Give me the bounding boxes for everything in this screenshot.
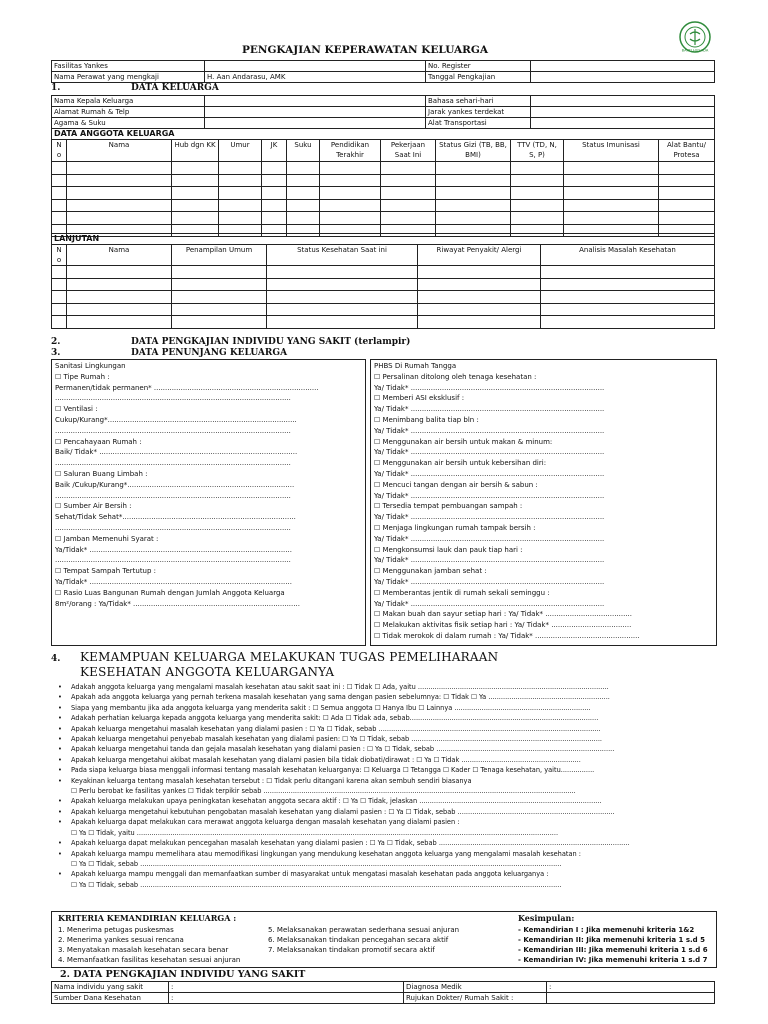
col-hubungan: Hub dgn KK (172, 140, 219, 162)
section-3-title: DATA PENUNJANG KELUARGA (131, 348, 288, 358)
bullet-icon: • (58, 766, 62, 775)
table-cell[interactable] (52, 291, 67, 304)
kemampuan-item-text: Apakah keluarga mampu menggali dan memanfaatkan sumber di masyarakat untuk mengatasi masalah kesehatan pada anggota keluarganya : (71, 870, 549, 879)
table-row (52, 212, 715, 225)
table-cell[interactable] (67, 291, 172, 304)
kriteria-line: 6. Melaksanakan tindakan pencegahan secara aktif (268, 936, 449, 944)
phbs-line: Ya/ Tidak* ....................................................................................... (374, 491, 605, 500)
bakti-husada-logo-icon (678, 20, 712, 54)
sanitasi-line: ☐ Rasio Luas Bangunan Rumah dengan Jumlah Anggota Keluarga (55, 588, 285, 597)
kemampuan-item (51, 682, 715, 692)
kriteria-line: 7. Melaksanakan tindakan promotif secara aktif (268, 946, 435, 954)
table-cell[interactable] (262, 212, 287, 225)
phbs-line: ☐ Menimbang balita tiap bln : (374, 415, 479, 424)
phbs-line: Ya/ Tidak* ....................................................................................... (374, 599, 605, 608)
table-cell[interactable] (219, 174, 262, 187)
table-cell[interactable] (172, 303, 267, 316)
table-cell[interactable] (659, 199, 715, 212)
phbs-line: Ya/ Tidak* ....................................................................................... (374, 469, 605, 478)
kemampuan-item-text: Apakah keluarga mengetahui tanda dan gejala masalah kesehatan yang dialami pasien : ☐ Ya ☐ Tidak, sebab ..................................................................................... (71, 745, 615, 754)
table-row (52, 291, 715, 304)
sanitasi-line: .......................................................................................................... (55, 394, 291, 403)
table-cell[interactable] (52, 212, 67, 225)
phbs-line: ☐ Tersedia tempat pembuangan sampah : (374, 502, 523, 511)
table-cell[interactable] (418, 278, 541, 291)
kemampuan-item-text: Apakah keluarga dapat melakukan cara merawat anggota keluarga dengan masalah kesehatan yang dialami pasien : (71, 818, 460, 827)
kemampuan-item (51, 776, 715, 786)
lanjutan-title: LANJUTAN (52, 234, 715, 245)
table-row (52, 278, 715, 291)
phbs-line: Ya/ Tidak* ....................................................................................... (374, 383, 605, 392)
header-info-table (51, 60, 715, 83)
table-cell[interactable] (172, 187, 219, 200)
table-cell[interactable] (287, 174, 320, 187)
diagnosa-value[interactable] (547, 982, 715, 993)
table-cell[interactable] (172, 278, 267, 291)
bullet-icon: • (58, 797, 62, 806)
agama-label: Agama & Suku (52, 118, 205, 129)
phbs-line: ☐ Memberi ASI eksklusif : (374, 394, 465, 403)
kemampuan-item-text: Keyakinan keluarga tentang masalah kesehatan tersebut : ☐ Tidak perlu ditangani karena akan sembuh sendiri biasanya (71, 776, 472, 785)
table-cell[interactable] (541, 303, 715, 316)
colon: : (549, 983, 552, 991)
table-cell[interactable] (267, 266, 418, 279)
table-cell[interactable] (436, 199, 511, 212)
table-row (52, 199, 715, 212)
col-suku: Suku (287, 140, 320, 162)
sanitasi-line: .......................................................................................................... (55, 491, 291, 500)
sanitasi-line: .......................................................................................................... (55, 556, 291, 565)
bullet-icon: • (58, 849, 62, 858)
table-cell[interactable] (287, 187, 320, 200)
table-cell[interactable] (172, 316, 267, 329)
kemampuan-item (51, 703, 715, 713)
phbs-line: ☐ Persalinan ditolong oleh tenaga kesehatan : (374, 372, 537, 381)
jarak-value[interactable] (531, 107, 715, 118)
table-cell[interactable] (320, 187, 381, 200)
table-cell[interactable] (511, 162, 564, 175)
table-cell[interactable] (320, 212, 381, 225)
kemampuan-item-text: Apakah keluarga melakukan upaya peningkatan kesehatan anggota secara aktif : ☐ Ya ☐ Tidak, jelaskan ....................................................................................... (71, 797, 602, 806)
kemampuan-item (51, 724, 715, 734)
bullet-icon: • (58, 745, 62, 754)
bullet-icon: • (58, 714, 62, 723)
table-cell[interactable] (52, 278, 67, 291)
sanitasi-line: 8m²/orang : Ya/Tidak* ........................................................................... (55, 599, 300, 608)
table-cell[interactable] (541, 266, 715, 279)
phbs-line: ☐ Mengkonsumsi lauk dan pauk tiap hari : (374, 545, 523, 554)
table-row (52, 266, 715, 279)
kemampuan-item-options[interactable]: ☐ Perlu berobat ke fasilitas yankes ☐ Tidak terpikir sebab ..................................................................................................................................................... (71, 787, 576, 796)
kemampuan-item (51, 692, 715, 702)
sanitasi-line: Baik/ Tidak* ......................................................................................... (55, 448, 298, 457)
table-cell[interactable] (659, 174, 715, 187)
bullet-icon: • (58, 683, 62, 691)
col-status-gizi: Status Gizi (TB, BB, BMI) (436, 140, 511, 162)
table-cell[interactable] (52, 162, 67, 175)
table-cell[interactable] (219, 212, 262, 225)
sanitasi-line: Sehat/Tidak Sehat*.............................................................................. (55, 513, 296, 522)
kesimpulan-list (518, 925, 708, 965)
kesimpulan-line: - Kemandirian II: Jika memenuhi kriteria 1 s.d 5 (518, 936, 705, 944)
fasilitas-value[interactable] (205, 61, 426, 72)
phbs-line: Ya/ Tidak* ....................................................................................... (374, 534, 605, 543)
table-cell[interactable] (172, 291, 267, 304)
table-cell[interactable] (418, 266, 541, 279)
phbs-line: ☐ Menggunakan air bersih untuk kebersihan diri: (374, 459, 547, 468)
sanitasi-line: ☐ Tempat Sampah Tertutup : (55, 567, 157, 576)
phbs-line: Ya/ Tidak* ....................................................................................... (374, 556, 605, 565)
kemampuan-item-options[interactable]: ☐ Ya ☐ Tidak, sebab ......................................................................................................................................................................................................... (71, 880, 562, 889)
kriteria-title: KRITERIA KEMANDIRIAN KELUARGA : (58, 913, 237, 923)
table-cell[interactable] (564, 199, 659, 212)
lanjutan-col-penampilan: Penampilan Umum (172, 245, 267, 266)
lanjutan-rows (52, 266, 715, 329)
bullet-icon: • (58, 870, 62, 879)
table-cell[interactable] (659, 187, 715, 200)
phbs-line: PHBS Di Rumah Tangga (374, 362, 457, 370)
table-cell[interactable] (436, 174, 511, 187)
table-cell[interactable] (67, 303, 172, 316)
phbs-line: ☐ Menjaga lingkungan rumah tampak bersih : (374, 523, 536, 532)
section-3-heading (51, 348, 287, 359)
anggota-title: DATA ANGGOTA KELUARGA (52, 129, 715, 140)
table-cell[interactable] (267, 291, 418, 304)
table-cell[interactable] (418, 316, 541, 329)
kemampuan-item-text: Adakah anggota keluarga yang mengalami masalah kesehatan atau sakit saat ini : ☐ Tidak ☐ Ada, yaitu ........................................................................................... (71, 683, 609, 691)
kriteria-line: 4. Memanfaatkan fasilitas kesehatan sesuai anjuran (58, 956, 241, 964)
kepala-keluarga-label: Nama Kepala Keluarga (52, 96, 205, 107)
table-cell[interactable] (381, 199, 436, 212)
table-cell[interactable] (320, 174, 381, 187)
kriteria-line: 1. Menerima petugas puskesmas (58, 926, 174, 934)
register-value[interactable] (531, 61, 715, 72)
kemampuan-item-text: Adakah perhatian keluarga kepada anggota keluarga yang menderita sakit: ☐ Ada ☐ Tidak ada, sebab.......................................................................................... (71, 714, 599, 723)
sanitasi-line: .......................................................................................................... (55, 523, 291, 532)
bullet-icon: • (58, 735, 62, 744)
table-cell[interactable] (381, 212, 436, 225)
kriteria-line: 3. Menyatakan masalah kesehatan secara benar (58, 946, 229, 954)
table-cell[interactable] (262, 162, 287, 175)
bahasa-label: Bahasa sehari-hari (426, 96, 531, 107)
kemampuan-item-text: Pada siapa keluarga biasa menggali informasi tentang masalah kesehatan keluarganya: ☐ Keluarga ☐ Tetangga ☐ Kader ☐ Tenaga kesehatan, yaitu................ (71, 766, 595, 775)
table-cell[interactable] (564, 174, 659, 187)
table-cell[interactable] (436, 187, 511, 200)
lanjutan-col-analisis: Analisis Masalah Kesehatan (541, 245, 715, 266)
table-cell[interactable] (659, 212, 715, 225)
table-cell[interactable] (67, 199, 172, 212)
jarak-label: Jarak yankes terdekat (426, 107, 531, 118)
kemampuan-item (51, 796, 715, 806)
agama-value[interactable] (205, 118, 426, 129)
table-cell[interactable] (67, 187, 172, 200)
kemampuan-item-text: Apakah keluarga mengetahui penyebab masalah kesehatan yang dialami pasien: ☐ Ya ☐ Tidak, sebab ........................................................................................... (71, 735, 603, 744)
col-nama: Nama (67, 140, 172, 162)
col-pendidikan: Pendidikan Terakhir (320, 140, 381, 162)
table-row (52, 174, 715, 187)
phbs-line: ☐ Menggunakan jamban sehat : (374, 567, 487, 576)
lanjutan-col-nama: Nama (67, 245, 172, 266)
sanitasi-line: ☐ Jamban Memenuhi Syarat : (55, 534, 159, 543)
table-cell[interactable] (219, 199, 262, 212)
kesimpulan-title: Kesimpulan: (518, 913, 575, 923)
table-cell[interactable] (67, 174, 172, 187)
table-cell[interactable] (541, 316, 715, 329)
sanitasi-line: Ya/Tidak* ........................................................................................... (55, 577, 292, 586)
table-cell[interactable] (564, 162, 659, 175)
table-cell[interactable] (659, 162, 715, 175)
col-alat-bantu: Alat Bantu/ Protesa (659, 140, 715, 162)
table-cell[interactable] (172, 212, 219, 225)
sanitasi-line: ☐ Ventilasi : (55, 405, 98, 414)
kemampuan-item (51, 869, 715, 879)
rujukan-label: Rujukan Dokter/ Rumah Sakit : (404, 993, 547, 1004)
diagnosa-label: Diagnosa Medik (404, 982, 547, 993)
data-keluarga-table (51, 95, 715, 129)
table-cell[interactable] (52, 316, 67, 329)
table-cell[interactable] (541, 278, 715, 291)
table-row (52, 303, 715, 316)
kemampuan-item-text: Apakah keluarga mengetahui masalah kesehatan yang dialami pasien : ☐ Ya ☐ Tidak, sebab .......................................................................................................... (71, 724, 601, 733)
kemampuan-item-text: Apakah keluarga mengetahui kebutuhan pengobatan masalah kesehatan yang dialami pasien : ☐ Ya ☐ Tidak, sebab ........................................................................... (71, 807, 615, 816)
table-cell[interactable] (219, 187, 262, 200)
kesimpulan-line: - Kemandirian I : Jika memenuhi kriteria 1&2 (518, 926, 695, 934)
table-cell[interactable] (67, 212, 172, 225)
section-4-title-line1: KEMAMPUAN KELUARGA MELAKUKAN TUGAS PEMELIHARAAN (80, 650, 499, 664)
kriteria-box (51, 911, 717, 968)
sanitasi-line: Cukup/Kurang*..................................................................................... (55, 415, 297, 424)
colon: : (171, 994, 174, 1002)
table-cell[interactable] (267, 303, 418, 316)
bullet-icon: • (58, 703, 62, 712)
sanitasi-line: ☐ Tipe Rumah : (55, 372, 110, 381)
transportasi-value[interactable] (531, 118, 715, 129)
alamat-label: Alamat Rumah & Telp (52, 107, 205, 118)
colon: : (171, 983, 174, 991)
section-1-title: DATA KELUARGA (131, 83, 219, 93)
table-cell[interactable] (172, 162, 219, 175)
table-cell[interactable] (418, 291, 541, 304)
phbs-line: ☐ Melakukan aktivitas fisik setiap hari : Ya/ Tidak* .................................... (374, 621, 632, 630)
kemampuan-item (51, 713, 715, 723)
table-cell[interactable] (52, 187, 67, 200)
section-2-number: 2. (51, 337, 61, 347)
table-cell[interactable] (418, 303, 541, 316)
table-cell[interactable] (381, 187, 436, 200)
col-jk: JK (262, 140, 287, 162)
table-cell[interactable] (219, 162, 262, 175)
kemampuan-item (51, 817, 715, 827)
table-cell[interactable] (381, 174, 436, 187)
kriteria-line: 2. Menerima yankes sesuai rencana (58, 936, 184, 944)
kemampuan-item (51, 755, 715, 765)
table-cell[interactable] (511, 174, 564, 187)
kemampuan-item-options[interactable]: ☐ Ya ☐ Tidak, yaitu ......................................................................................................................................................................................................... (71, 828, 559, 837)
table-cell[interactable] (511, 212, 564, 225)
phbs-line: Ya/ Tidak* ....................................................................................... (374, 448, 605, 457)
phbs-line: ☐ Menggunakan air bersih untuk makan & minum: (374, 437, 553, 446)
table-cell[interactable] (320, 162, 381, 175)
bullet-icon: • (58, 693, 62, 702)
sanitasi-line: ☐ Pencahayaan Rumah : (55, 437, 142, 446)
phbs-line: Ya/ Tidak* ....................................................................................... (374, 405, 605, 414)
table-cell[interactable] (52, 174, 67, 187)
table-cell[interactable] (287, 162, 320, 175)
sanitasi-line: Permanen/tidak permanen* .......................................................................... (55, 383, 319, 392)
bullet-icon: • (58, 807, 62, 816)
table-cell[interactable] (541, 291, 715, 304)
tanggal-value[interactable] (531, 72, 715, 83)
phbs-line: Ya/ Tidak* ....................................................................................... (374, 577, 605, 586)
kriteria-col-1 (58, 925, 240, 965)
table-cell[interactable] (172, 199, 219, 212)
table-cell[interactable] (564, 212, 659, 225)
kemampuan-item (51, 765, 715, 775)
anggota-keluarga-table (51, 128, 715, 237)
table-cell[interactable] (67, 278, 172, 291)
section-2-title: DATA PENGKAJIAN INDIVIDU YANG SAKIT (terlampir) (131, 337, 411, 347)
section-1-heading (51, 83, 219, 94)
perawat-value[interactable]: H. Aan Andarasu, AMK (205, 72, 426, 83)
section-1-number: 1. (51, 83, 61, 93)
rujukan-value[interactable] (547, 993, 715, 1004)
phbs-line: ☐ Makan buah dan sayur setiap hari : Ya/ Tidak* ....................................... (374, 610, 632, 619)
sanitasi-line: Sanitasi Lingkungan (55, 362, 126, 370)
col-pekerjaan: Pekerjaan Saat Ini (381, 140, 436, 162)
section-3-number: 3. (51, 348, 61, 358)
sanitasi-line: ☐ Saluran Buang Limbah : (55, 469, 148, 478)
phbs-line: ☐ Tidak merokok di dalam rumah : Ya/ Tidak* ............................................... (374, 631, 640, 640)
table-row (52, 187, 715, 200)
table-cell[interactable] (52, 266, 67, 279)
lanjutan-col-no: N o (52, 245, 67, 266)
bullet-icon: • (58, 818, 62, 827)
form-title: PENGKAJIAN KEPERAWATAN KELUARGA (241, 44, 489, 56)
lanjutan-col-status: Status Kesehatan Saat ini (267, 245, 418, 266)
table-cell[interactable] (52, 199, 67, 212)
logo-text: BAKTI HUSADA (681, 48, 709, 53)
table-row (52, 316, 715, 329)
table-cell[interactable] (511, 187, 564, 200)
kepala-keluarga-value[interactable] (205, 96, 426, 107)
kemampuan-item (51, 734, 715, 744)
individu-sakit-title: 2. DATA PENGKAJIAN INDIVIDU YANG SAKIT (60, 969, 306, 980)
nama-individu-value[interactable] (169, 982, 404, 993)
table-cell[interactable] (436, 162, 511, 175)
col-imunisasi: Status Imunisasi (564, 140, 659, 162)
table-cell[interactable] (172, 174, 219, 187)
alamat-value[interactable] (205, 107, 426, 118)
lanjutan-col-riwayat: Riwayat Penyakit/ Alergi (418, 245, 541, 266)
table-cell[interactable] (287, 199, 320, 212)
kemampuan-item (51, 849, 715, 859)
table-cell[interactable] (267, 278, 418, 291)
bahasa-value[interactable] (531, 96, 715, 107)
table-cell[interactable] (320, 199, 381, 212)
col-ttv: TTV (TD, N, S, P) (511, 140, 564, 162)
sumber-dana-label: Sumber Dana Kesehatan (52, 993, 169, 1004)
sanitasi-line: Ya/Tidak* ........................................................................................... (55, 545, 292, 554)
table-cell[interactable] (287, 212, 320, 225)
phbs-line: ☐ Mencuci tangan dengan air bersih & sabun : (374, 480, 538, 489)
lanjutan-table (51, 233, 715, 329)
kriteria-line: 5. Melaksanakan perawatan sederhana sesuai anjuran (268, 926, 460, 934)
phbs-line: Ya/ Tidak* ....................................................................................... (374, 426, 605, 435)
kesimpulan-line: - Kemandirian III: Jika memenuhi kriteria 1 s.d 6 (518, 946, 708, 954)
table-cell[interactable] (67, 266, 172, 279)
transportasi-label: Alat Transportasi (426, 118, 531, 129)
section-4-number: 4. (51, 654, 61, 664)
table-cell[interactable] (67, 316, 172, 329)
col-umur: Umur (219, 140, 262, 162)
table-cell[interactable] (67, 162, 172, 175)
table-cell[interactable] (436, 212, 511, 225)
phbs-line: ☐ Memberantas jentik di rumah sekali seminggu : (374, 588, 550, 597)
tanggal-label: Tanggal Pengkajian (426, 72, 531, 83)
col-no: N o (52, 140, 67, 162)
kemampuan-item (51, 807, 715, 817)
sanitasi-lines (55, 361, 361, 609)
bullet-icon: • (58, 776, 62, 785)
table-cell[interactable] (172, 266, 267, 279)
kemampuan-item-options[interactable]: ☐ Ya ☐ Tidak, sebab ......................................................................................................................................................................................................... (71, 859, 562, 868)
sumber-dana-value[interactable] (169, 993, 404, 1004)
kemampuan-item (51, 744, 715, 754)
kriteria-col-2 (268, 925, 459, 955)
kemampuan-item-text: Apakah keluarga mengetahui akibat masalah kesehatan yang dialami pasien bila tidak diobati/dirawat : ☐ Ya ☐ Tidak ......................................................... (71, 755, 581, 764)
sanitasi-line: .......................................................................................................... (55, 426, 291, 435)
kemampuan-item (51, 838, 715, 848)
sanitasi-line: Baik /Cukup/Kurang*........................................................................... (55, 480, 295, 489)
sanitasi-line: .......................................................................................................... (55, 459, 291, 468)
table-cell[interactable] (381, 162, 436, 175)
table-row (52, 162, 715, 175)
table-cell[interactable] (267, 316, 418, 329)
table-cell[interactable] (564, 187, 659, 200)
table-cell[interactable] (52, 303, 67, 316)
table-cell[interactable] (262, 199, 287, 212)
individu-sakit-table (51, 981, 715, 1004)
register-label: No. Register (426, 61, 531, 72)
table-cell[interactable] (262, 174, 287, 187)
nama-individu-label: Nama individu yang sakit (52, 982, 169, 993)
phbs-lines (374, 361, 712, 642)
section-2-heading (51, 337, 410, 348)
kemampuan-item-text: Siapa yang membantu jika ada anggota keluarga yang menderita sakit : ☐ Semua anggota ☐ Hanya Ibu ☐ Lainnya ................................................................. (71, 703, 591, 712)
sanitasi-line: ☐ Sumber Air Bersih : (55, 502, 132, 511)
table-cell[interactable] (511, 199, 564, 212)
bullet-icon: • (58, 839, 62, 848)
perawat-label: Nama Perawat yang mengkaji (52, 72, 205, 83)
fasilitas-label: Fasilitas Yankes (52, 61, 205, 72)
section-4-title-line2: KESEHATAN ANGGOTA KELUARGANYA (80, 665, 335, 679)
table-cell[interactable] (262, 187, 287, 200)
kemampuan-list (51, 682, 715, 890)
kemampuan-item-text: Apakah keluarga mampu memelihara atau memodifikasi lingkungan yang mendukung kesehatan anggota keluarga yang mengalami masalah kesehatan : (71, 849, 582, 858)
bullet-icon: • (58, 724, 62, 733)
kemampuan-item-text: Apakah ada anggota keluarga yang pernah terkena masalah kesehatan yang sama dengan pasien sebelumnya: ☐ Tidak ☐ Ya .......................................................... (71, 693, 610, 702)
phbs-line: Ya/ Tidak* ....................................................................................... (374, 513, 605, 522)
section-4-title (80, 651, 498, 679)
anggota-rows (52, 162, 715, 237)
kesimpulan-line: - Kemandirian IV: Jika memenuhi kriteria 1 s.d 7 (518, 956, 708, 964)
bullet-icon: • (58, 755, 62, 764)
kemampuan-item-text: Apakah keluarga dapat melakukan pencegahan masalah kesehatan yang dialami pasien : ☐ Ya ☐ Tidak, sebab ........................................................................................... (71, 839, 630, 848)
